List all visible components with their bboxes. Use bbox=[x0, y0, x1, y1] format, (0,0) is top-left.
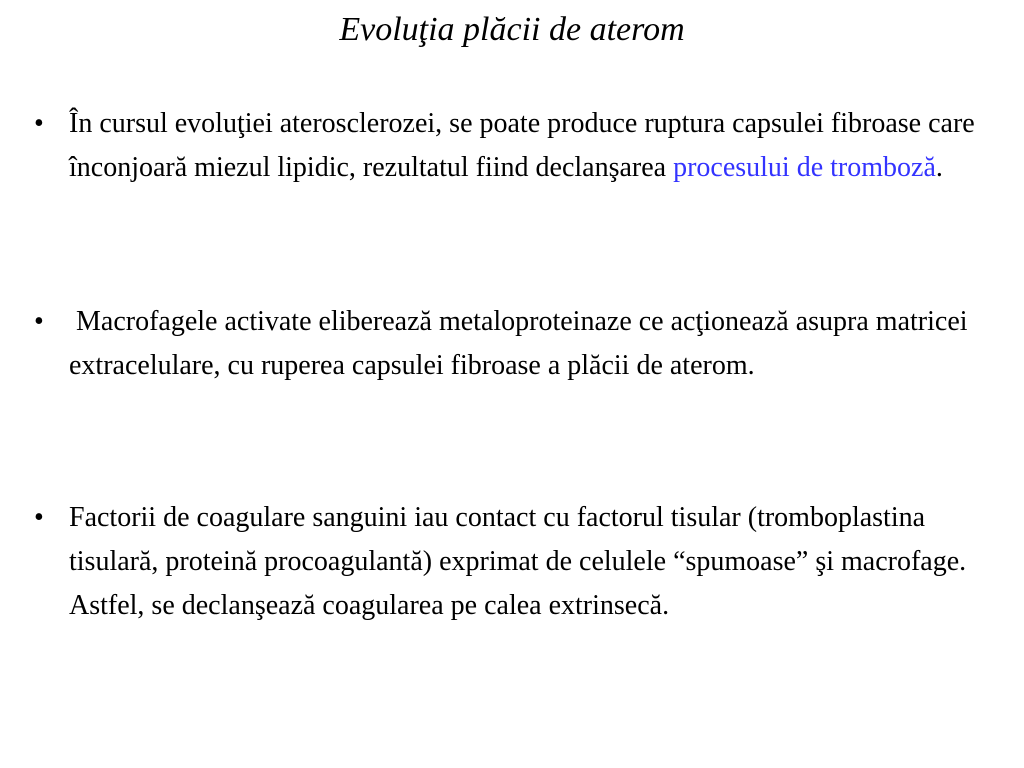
bullet-text-part: În cursul evoluţiei aterosclerozei, se poate produce ruptura capsulei fibroase care înconjoară miezul lipidic, rezultatul fiind declanşarea bbox=[69, 108, 975, 183]
bullet-marker: • bbox=[34, 108, 44, 139]
bullet-marker: • bbox=[34, 306, 44, 337]
bullet-text: Macrofagele activate eliberează metaloproteinaze ce acţionează asupra matricei extracelulare, cu ruperea capsulei fibroase a plăcii de aterom. bbox=[69, 306, 975, 381]
bullet-text-part: . bbox=[935, 152, 943, 183]
bullet-text: Factorii de coagulare sanguini iau contact cu factorul tisular (tromboplastina tisulară, proteină procoagulantă) exprimat de celulele “spumoase” şi macrofage. Astfel, se declanşează coagularea pe calea extrinsecă. bbox=[69, 502, 967, 621]
bullet-text bbox=[69, 102, 989, 190]
slide-title: Evoluţia plăcii de aterom bbox=[339, 11, 685, 48]
thrombosis-link[interactable]: procesului de tromboză bbox=[673, 152, 936, 183]
bullet-marker: • bbox=[34, 502, 44, 533]
